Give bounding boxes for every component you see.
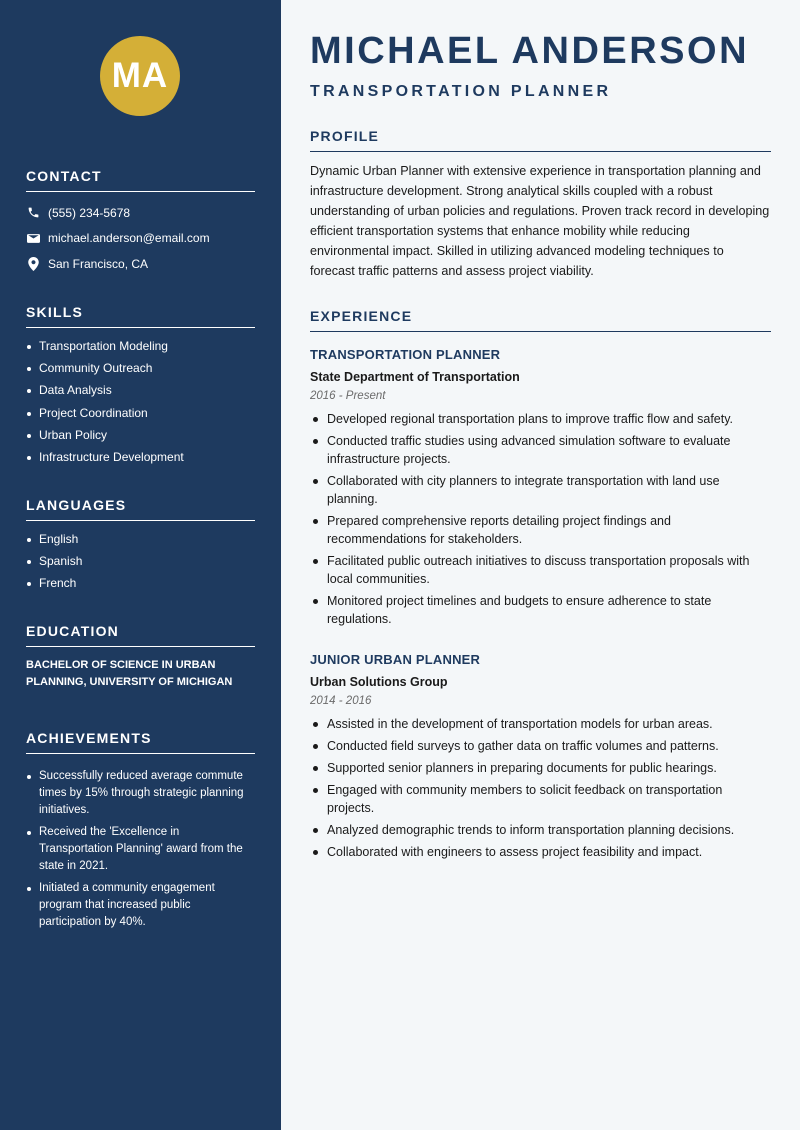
language-item: Spanish [26,553,255,570]
person-name: MICHAEL ANDERSON [310,30,750,72]
sidebar [0,0,281,1130]
experience-bullet: Conducted traffic studies using advanced simulation software to evaluate infrastructure projects. [310,432,771,468]
profile-text: Dynamic Urban Planner with extensive experience in transportation planning and infrastructure development. Strong analytical skills coupled with a robust understanding of urban policies and regulations. Proven track record in developing efficient transportation systems that enhance mobility while reducing environmental impact. Skilled in utilizing advanced modeling techniques to forecast traffic patterns and assess project viability. [310,164,770,278]
contact-email [26,226,255,252]
profile-section [310,128,771,281]
skills-list [26,338,255,466]
education-heading: EDUCATION [26,623,255,647]
contact-phone [26,200,255,226]
achievement-item: Initiated a community engagement program that increased public participation by 40%. [26,880,255,931]
language-item: French [26,575,255,592]
skills-heading: SKILLS [26,304,255,328]
contact-location [26,251,255,277]
experience-bullet: Prepared comprehensive reports detailing project findings and recommendations for stakeholders. [310,512,771,548]
experience-job-title: TRANSPORTATION PLANNER [310,347,501,362]
experience-entry [310,652,771,865]
profile-heading: PROFILE [310,128,771,152]
experience-job-title: JUNIOR URBAN PLANNER [310,652,481,667]
skill-item: Community Outreach [26,360,255,377]
experience-bullet: Facilitated public outreach initiatives to discuss transportation proposals with local communities. [310,552,771,588]
languages-heading: LANGUAGES [26,497,255,521]
experience-company: Urban Solutions Group [310,675,448,689]
languages-section [26,497,255,598]
experience-bullet: Assisted in the development of transportation models for urban areas. [310,715,771,733]
experience-company: State Department of Transportation [310,370,520,384]
experience-bullet: Conducted field surveys to gather data on traffic volumes and patterns. [310,737,771,755]
location-text: San Francisco, CA [48,256,149,271]
language-item: English [26,531,255,548]
skill-item: Urban Policy [26,427,255,444]
achievements-heading: ACHIEVEMENTS [26,730,255,754]
experience-dates: 2014 - 2016 [310,695,372,707]
experience-heading: EXPERIENCE [310,308,771,332]
experience-bullets [310,715,771,861]
experience-entry [310,347,771,632]
experience-bullet: Collaborated with city planners to integrate transportation with land use planning. [310,472,771,508]
education-section [26,623,255,691]
location-pin-icon [26,257,40,271]
phone-icon [26,206,40,220]
experience-dates: 2016 - Present [310,390,386,402]
education-degree: BACHELOR OF SCIENCE IN URBAN PLANNING, UNIVERSITY OF MICHIGAN [26,659,233,688]
achievements-list [26,768,255,931]
experience-bullet: Collaborated with engineers to assess project feasibility and impact. [310,843,771,861]
experience-section [310,308,771,332]
achievements-section [26,730,255,936]
achievement-item: Successfully reduced average commute times by 15% through strategic planning initiatives. [26,768,255,819]
contact-heading: CONTACT [26,168,255,192]
skills-section [26,304,255,471]
experience-bullet: Supported senior planners in preparing documents for public hearings. [310,759,771,777]
experience-bullet: Analyzed demographic trends to inform transportation planning decisions. [310,821,771,839]
contact-list [26,200,255,277]
skill-item: Infrastructure Development [26,449,255,466]
email-text: michael.anderson@email.com [48,231,210,246]
skill-item: Project Coordination [26,405,255,422]
job-title-heading: TRANSPORTATION PLANNER [310,83,612,100]
languages-list [26,531,255,592]
experience-bullet: Developed regional transportation plans to improve traffic flow and safety. [310,410,771,428]
experience-bullet: Monitored project timelines and budgets to ensure adherence to state regulations. [310,592,771,628]
phone-text: (555) 234-5678 [48,205,131,220]
skill-item: Transportation Modeling [26,338,255,355]
experience-bullet: Engaged with community members to solicit feedback on transportation projects. [310,781,771,817]
contact-section [26,168,255,277]
achievement-item: Received the 'Excellence in Transportation Planning' award from the state in 2021. [26,824,255,875]
experience-bullets [310,410,771,628]
skill-item: Data Analysis [26,382,255,399]
email-icon [26,231,40,245]
avatar: MA [100,36,180,116]
